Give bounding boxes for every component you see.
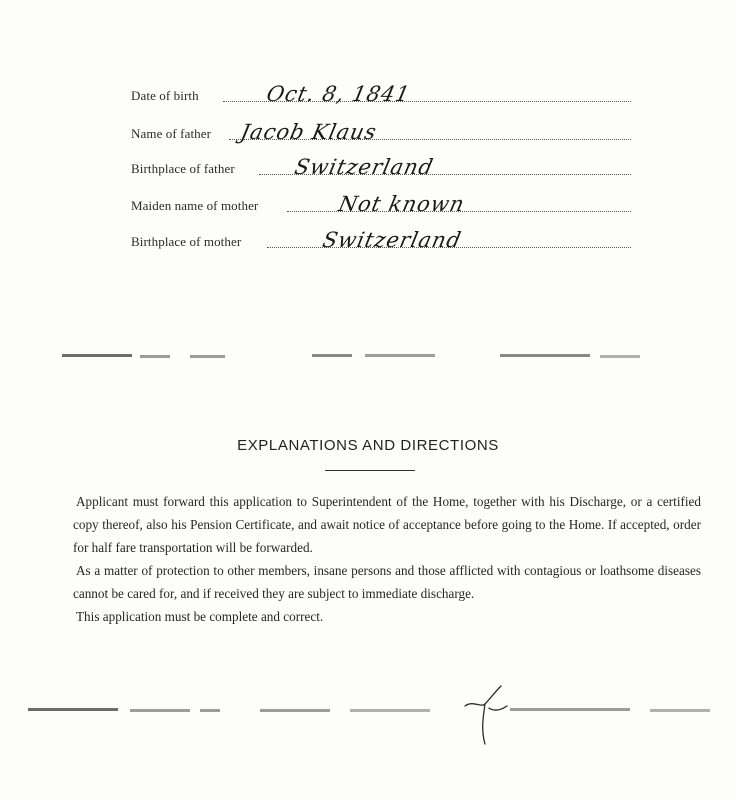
date-of-birth-value: Oct. 8, 1841: [264, 82, 413, 106]
explanations-body: [73, 490, 701, 628]
date-of-birth-field: [131, 76, 631, 106]
mother-birthplace-value: Switzerland: [320, 228, 464, 252]
fold-line-lower-7: [650, 709, 710, 712]
fold-line-lower-3: [200, 709, 220, 712]
paragraph-protection: As a matter of protection to other members, insane persons and those afflicted with contagious or loathsome diseases cannot be cared for, and if received they are subject to immediate discharge.: [73, 563, 701, 601]
mother-maiden-name-value: Not known: [336, 192, 468, 216]
fold-line-lower-4: [260, 709, 330, 712]
paragraph-forwarding: Applicant must forward this application to Superintendent of the Home, together with his Discharge, or a certified copy thereof, also his Pension Certificate, and await notice of acceptance before going to the Home. If accepted, order for half fare transportation will be forwarded.: [73, 494, 701, 555]
father-name-value: Jacob Klaus: [238, 120, 380, 144]
fold-line-lower-1: [28, 708, 118, 711]
father-birthplace-value: Switzerland: [292, 155, 436, 179]
fold-line-lower-2: [130, 709, 190, 712]
fold-line-upper-6: [500, 354, 590, 357]
paragraph-complete: This application must be complete and correct.: [76, 609, 324, 624]
heading-underline: [325, 470, 415, 471]
explanations-heading: EXPLANATIONS AND DIRECTIONS: [237, 437, 499, 454]
father-birthplace-field: [131, 149, 631, 179]
mother-birthplace-label: Birthplace of mother: [131, 234, 242, 249]
fold-line-upper-2: [140, 355, 170, 358]
father-birthplace-label: Birthplace of father: [131, 161, 235, 176]
fold-line-lower-5: [350, 709, 430, 712]
mother-maiden-name-label: Maiden name of mother: [131, 198, 259, 213]
fold-line-upper-1: [62, 354, 132, 357]
fold-line-upper-7: [600, 355, 640, 358]
pen-scribble-mark: [455, 678, 515, 748]
date-of-birth-label: Date of birth: [131, 88, 199, 103]
fold-line-lower-6: [510, 708, 630, 711]
mother-maiden-name-field: [131, 186, 631, 216]
mother-birthplace-field: [131, 222, 631, 252]
fold-line-upper-5: [365, 354, 435, 357]
fold-line-upper-4: [312, 354, 352, 357]
fold-line-upper-3: [190, 355, 225, 358]
father-name-label: Name of father: [131, 126, 212, 141]
father-name-field: [131, 114, 631, 144]
